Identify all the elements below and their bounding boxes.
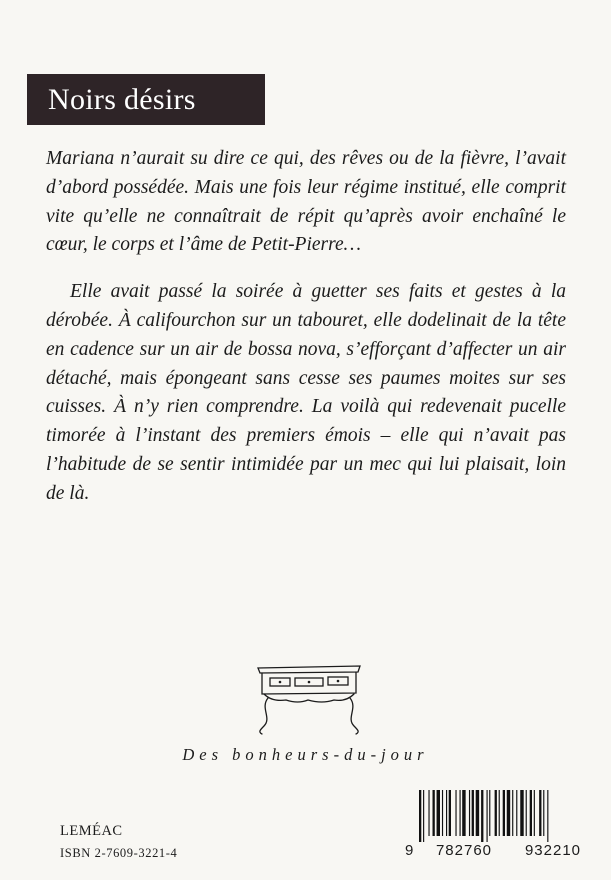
publisher-name: LEMÉAC: [60, 823, 123, 839]
barcode-icon: [405, 790, 605, 842]
collection-name: Des bonheurs-du-jour: [182, 745, 429, 764]
title-banner: [27, 74, 265, 125]
book-title: Noirs désirs: [48, 82, 196, 116]
barcode-left-group: 782760: [435, 842, 493, 859]
barcode-right-group: 932210: [524, 842, 582, 859]
writing-desk-icon: [250, 660, 368, 738]
blurb-paragraph: Elle avait passé la soirée à guetter ses faits et gestes à la dérobée. À califourchon sur un tabouret, elle dodelinait de la tête en cadence sur un air de bossa nova, s’efforçant d’affecter un air détaché, mais épongeant sans cesse ses paumes moites sur ses cuisses. À n’y rien comprendre. La voilà qui redevenait pucelle timorée à l’instant des premiers émois – elle qui n’avait pas l’habitude de se sentir intimidée par un mec qui lui plaisait, loin de là.: [46, 281, 566, 504]
isbn-number: ISBN 2-7609-3221-4: [60, 846, 178, 860]
barcode-digits: [405, 842, 605, 859]
barcode-first-digit: 9: [405, 842, 415, 859]
barcode: [405, 790, 605, 860]
blurb-paragraph: Mariana n’aurait su dire ce qui, des rêves ou de la fièvre, l’avait d’abord possédée. Mais une fois leur régime institué, elle comprit vite qu’elle ne connaîtrait de répit qu’après avoir enchaîné le cœur, le corps et l’âme de Petit-Pierre…: [46, 148, 566, 256]
back-cover-blurb: [46, 145, 566, 509]
